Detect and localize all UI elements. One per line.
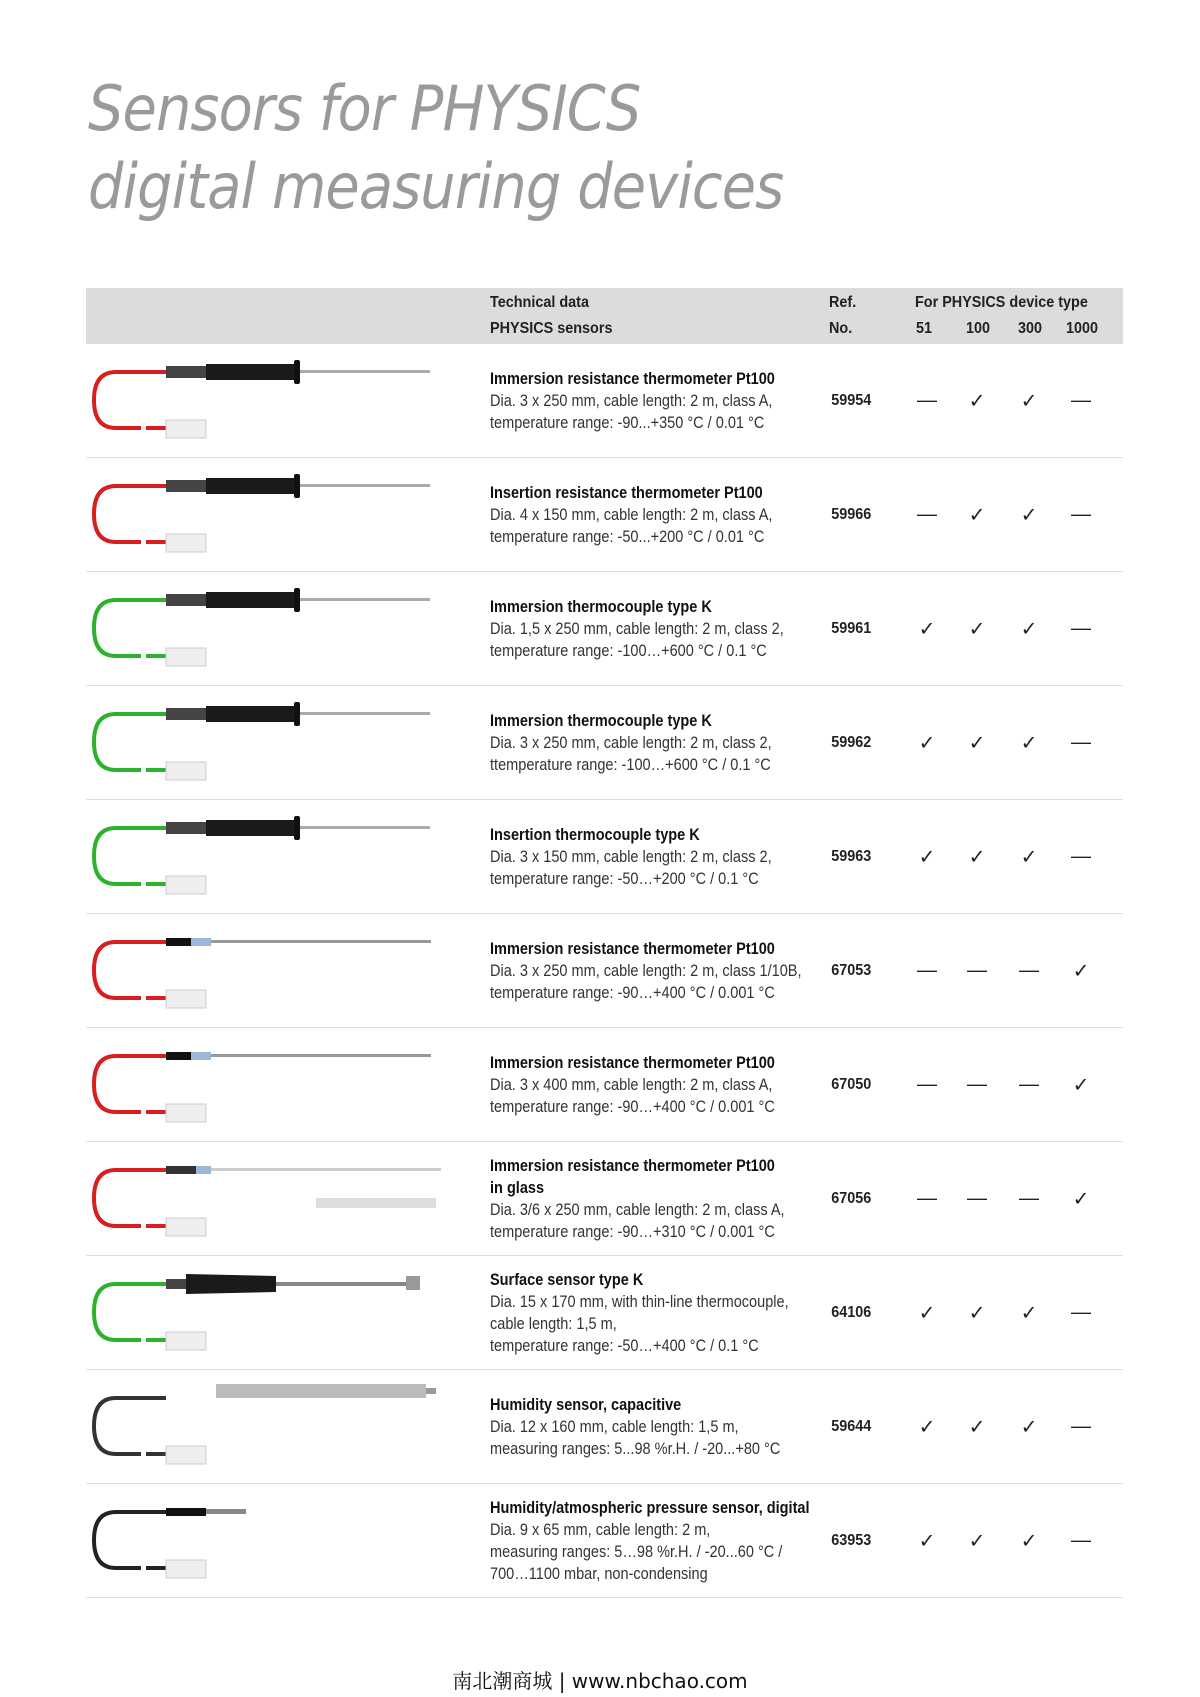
check-icon: ✓ — [918, 618, 936, 640]
spec-line: Dia. 3 x 150 mm, cable length: 2 m, class 2, — [490, 847, 772, 866]
sensor-image — [86, 1148, 458, 1250]
spec-line: Dia. 1,5 x 250 mm, cable length: 2 m, class 2, — [490, 619, 784, 638]
spec-line: temperature range: -50…+200 °C / 0.1 °C — [490, 869, 759, 888]
table-row — [86, 1370, 1123, 1484]
spec-line: cable length: 1,5 m, — [490, 1314, 617, 1333]
ref-number: 59644 — [831, 1417, 872, 1435]
spec-line: temperature range: -90…+400 °C / 0.001 °C — [490, 1097, 775, 1116]
check-icon: ✓ — [1020, 1302, 1038, 1324]
sensor-image — [86, 464, 458, 566]
table-row — [86, 686, 1123, 800]
table-row — [86, 1142, 1123, 1256]
spec-line: ttemperature range: -100…+600 °C / 0.1 °C — [490, 755, 771, 774]
table-row — [86, 1256, 1123, 1370]
check-icon: ✓ — [1020, 1416, 1038, 1438]
sensor-name: Immersion thermocouple type K — [490, 711, 712, 730]
check-icon: ✓ — [968, 846, 986, 868]
header-col-100: 100 — [966, 320, 991, 337]
ref-number: 63953 — [831, 1531, 872, 1549]
sensor-image — [86, 1490, 458, 1592]
sensor-name: Immersion resistance thermometer Pt100 — [490, 1156, 775, 1175]
sensor-image — [86, 1034, 458, 1136]
ref-number: 67050 — [831, 1075, 872, 1093]
check-icon: ✓ — [1072, 960, 1090, 982]
spec-line: Dia. 3 x 250 mm, cable length: 2 m, class 2, — [490, 733, 772, 752]
ref-number: 67056 — [831, 1189, 872, 1207]
check-icon: ✓ — [968, 1302, 986, 1324]
footer-watermark: 南北潮商城 | www.nbchao.com — [452, 1669, 748, 1693]
ref-number: 59966 — [831, 505, 872, 523]
ref-number: 64106 — [831, 1303, 872, 1321]
check-icon: ✓ — [1020, 504, 1038, 526]
spec-line: temperature range: -50…+400 °C / 0.1 °C — [490, 1336, 759, 1355]
table-row — [86, 344, 1123, 458]
dash-icon: — — [1019, 1073, 1039, 1095]
dash-icon: — — [1071, 617, 1091, 639]
dash-icon: — — [967, 1073, 987, 1095]
sensor-image — [86, 578, 458, 680]
sensor-name: Immersion resistance thermometer Pt100 — [490, 369, 775, 388]
check-icon: ✓ — [918, 732, 936, 754]
table-header — [86, 288, 1123, 344]
dash-icon: — — [917, 1073, 937, 1095]
sensor-name: Immersion resistance thermometer Pt100 — [490, 1053, 775, 1072]
technical-data — [490, 1052, 842, 1118]
sensor-name: Immersion thermocouple type K — [490, 597, 712, 616]
header-device-type: For PHYSICS device type — [915, 294, 1088, 311]
technical-data — [490, 1269, 842, 1357]
dash-icon: — — [1071, 1301, 1091, 1323]
technical-data — [490, 1155, 842, 1243]
check-icon: ✓ — [1020, 1530, 1038, 1552]
page-title: Sensors for PHYSICS digital measuring devices — [88, 72, 784, 223]
sensor-name-cont: in glass — [490, 1178, 545, 1197]
technical-data — [490, 938, 842, 1004]
dash-icon: — — [1071, 1415, 1091, 1437]
spec-line: temperature range: -100…+600 °C / 0.1 °C — [490, 641, 767, 660]
dash-icon: — — [1019, 959, 1039, 981]
dash-icon: — — [1071, 1529, 1091, 1551]
sensor-image — [86, 350, 458, 452]
check-icon: ✓ — [1072, 1188, 1090, 1210]
spec-line: Dia. 3 x 400 mm, cable length: 2 m, class A, — [490, 1075, 773, 1094]
dash-icon: — — [1071, 389, 1091, 411]
ref-number: 67053 — [831, 961, 872, 979]
dash-icon: — — [1071, 845, 1091, 867]
spec-line: temperature range: -50...+200 °C / 0.01 °C — [490, 527, 765, 546]
spec-line: 700…1100 mbar, non-condensing — [490, 1564, 708, 1583]
spec-line: Dia. 4 x 150 mm, cable length: 2 m, class A, — [490, 505, 773, 524]
header-col-1000: 1000 — [1066, 320, 1099, 337]
header-physics-sensors: PHYSICS sensors — [490, 320, 613, 337]
sensor-name: Humidity sensor, capacitive — [490, 1395, 682, 1414]
check-icon: ✓ — [918, 1416, 936, 1438]
check-icon: ✓ — [1020, 390, 1038, 412]
sensor-name: Insertion resistance thermometer Pt100 — [490, 483, 763, 502]
spec-line: Dia. 15 x 170 mm, with thin-line thermocouple, — [490, 1292, 789, 1311]
dash-icon: — — [1019, 1187, 1039, 1209]
header-no: No. — [829, 320, 853, 337]
sensor-name: Immersion resistance thermometer Pt100 — [490, 939, 775, 958]
technical-data — [490, 710, 842, 776]
table-row — [86, 1028, 1123, 1142]
sensor-name: Insertion thermocouple type K — [490, 825, 700, 844]
technical-data — [490, 596, 842, 662]
check-icon: ✓ — [918, 1530, 936, 1552]
technical-data — [490, 482, 842, 548]
check-icon: ✓ — [1072, 1074, 1090, 1096]
sensor-image — [86, 1262, 458, 1364]
sensor-name: Humidity/atmospheric pressure sensor, digital — [490, 1498, 810, 1517]
spec-line: measuring ranges: 5...98 %r.H. / -20...+80 °C — [490, 1439, 781, 1458]
check-icon: ✓ — [968, 732, 986, 754]
spec-line: measuring ranges: 5…98 %r.H. / -20...60 °C / — [490, 1542, 783, 1561]
spec-line: temperature range: -90…+400 °C / 0.001 °C — [490, 983, 775, 1002]
ref-number: 59954 — [831, 391, 872, 409]
dash-icon: — — [1071, 731, 1091, 753]
check-icon: ✓ — [968, 504, 986, 526]
spec-line: Dia. 9 x 65 mm, cable length: 2 m, — [490, 1520, 711, 1539]
sensor-image — [86, 806, 458, 908]
check-icon: ✓ — [968, 618, 986, 640]
ref-number: 59963 — [831, 847, 872, 865]
check-icon: ✓ — [968, 1416, 986, 1438]
dash-icon: — — [967, 1187, 987, 1209]
table-row — [86, 1484, 1123, 1598]
sensor-name: Surface sensor type K — [490, 1270, 644, 1289]
sensor-image — [86, 1376, 458, 1478]
check-icon: ✓ — [968, 390, 986, 412]
table-row — [86, 458, 1123, 572]
spec-line: temperature range: -90...+350 °C / 0.01 °C — [490, 413, 765, 432]
dash-icon: — — [917, 389, 937, 411]
header-col-300: 300 — [1018, 320, 1043, 337]
check-icon: ✓ — [1020, 732, 1038, 754]
dash-icon: — — [1071, 503, 1091, 525]
sensor-image — [86, 920, 458, 1022]
technical-data — [490, 1497, 842, 1585]
spec-line: temperature range: -90…+310 °C / 0.001 °C — [490, 1222, 775, 1241]
spec-line: Dia. 3 x 250 mm, cable length: 2 m, class 1/10B, — [490, 961, 802, 980]
header-col-51: 51 — [916, 320, 933, 337]
technical-data — [490, 824, 842, 890]
ref-number: 59961 — [831, 619, 872, 637]
technical-data — [490, 368, 842, 434]
check-icon: ✓ — [968, 1530, 986, 1552]
check-icon: ✓ — [918, 1302, 936, 1324]
dash-icon: — — [917, 959, 937, 981]
check-icon: ✓ — [1020, 846, 1038, 868]
header-technical-data: Technical data — [490, 294, 589, 311]
check-icon: ✓ — [1020, 618, 1038, 640]
table-row — [86, 572, 1123, 686]
dash-icon: — — [967, 959, 987, 981]
dash-icon: — — [917, 1187, 937, 1209]
spec-line: Dia. 3 x 250 mm, cable length: 2 m, class A, — [490, 391, 773, 410]
check-icon: ✓ — [918, 846, 936, 868]
header-ref: Ref. — [829, 294, 857, 311]
ref-number: 59962 — [831, 733, 872, 751]
spec-line: Dia. 3/6 x 250 mm, cable length: 2 m, class A, — [490, 1200, 785, 1219]
table-row — [86, 914, 1123, 1028]
table-row — [86, 800, 1123, 914]
technical-data — [490, 1394, 842, 1460]
dash-icon: — — [917, 503, 937, 525]
spec-line: Dia. 12 x 160 mm, cable length: 1,5 m, — [490, 1417, 739, 1436]
sensor-image — [86, 692, 458, 794]
